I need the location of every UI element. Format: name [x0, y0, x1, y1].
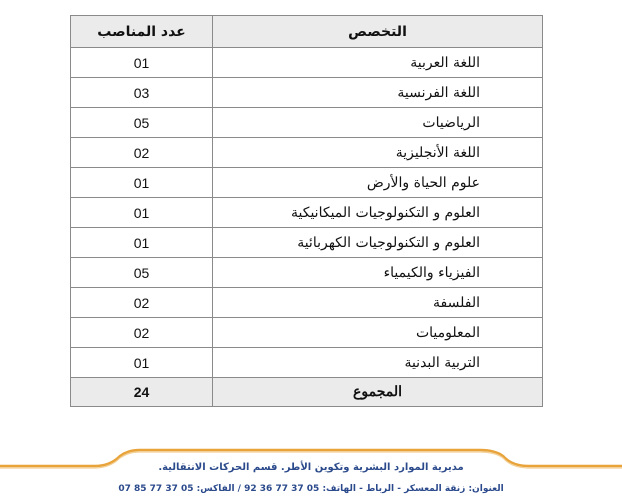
positions-table — [70, 15, 543, 407]
row-specialty: اللغة الفرنسية — [213, 78, 543, 108]
row-specialty: العلوم و التكنولوجيات الكهربائية — [213, 228, 543, 258]
row-specialty: اللغة الأنجليزية — [213, 138, 543, 168]
row-count: 01 — [71, 48, 213, 78]
table-row — [71, 258, 543, 288]
row-count: 01 — [71, 228, 213, 258]
row-count: 02 — [71, 138, 213, 168]
table-row — [71, 288, 543, 318]
row-specialty: التربية البدنية — [213, 348, 543, 378]
row-specialty: الرياضيات — [213, 108, 543, 138]
total-count: 24 — [71, 378, 213, 407]
header-count: عدد المناصب — [71, 16, 213, 48]
table-row — [71, 138, 543, 168]
table-row — [71, 318, 543, 348]
table-header-row — [71, 16, 543, 48]
row-specialty: علوم الحياة والأرض — [213, 168, 543, 198]
table-row — [71, 348, 543, 378]
table-row — [71, 228, 543, 258]
table-total-row — [71, 378, 543, 407]
positions-table-container — [70, 15, 542, 407]
table-row — [71, 108, 543, 138]
table-row — [71, 168, 543, 198]
table-row — [71, 198, 543, 228]
row-specialty: الفيزياء والكيمياء — [213, 258, 543, 288]
row-specialty: اللغة العربية — [213, 48, 543, 78]
footer-department-text: مديرية الموارد البشرية وتكوين الأطر. قسم الحركات الانتقالية. — [158, 462, 464, 473]
row-count: 02 — [71, 318, 213, 348]
row-count: 05 — [71, 258, 213, 288]
row-specialty: المعلوميات — [213, 318, 543, 348]
footer-contact-text: العنوان: زنقة المعسكر - الرباط - الهاتف: 05 37 77 36 92 / الفاكس: 05 37 77 85 07 — [118, 484, 504, 494]
row-count: 01 — [71, 198, 213, 228]
row-count: 02 — [71, 288, 213, 318]
row-count: 01 — [71, 348, 213, 378]
table-row — [71, 78, 543, 108]
table-row — [71, 48, 543, 78]
header-specialty: التخصص — [213, 16, 543, 48]
row-specialty: العلوم و التكنولوجيات الميكانيكية — [213, 198, 543, 228]
row-count: 01 — [71, 168, 213, 198]
row-count: 03 — [71, 78, 213, 108]
row-count: 05 — [71, 108, 213, 138]
total-label: المجموع — [213, 378, 543, 407]
row-specialty: الفلسفة — [213, 288, 543, 318]
